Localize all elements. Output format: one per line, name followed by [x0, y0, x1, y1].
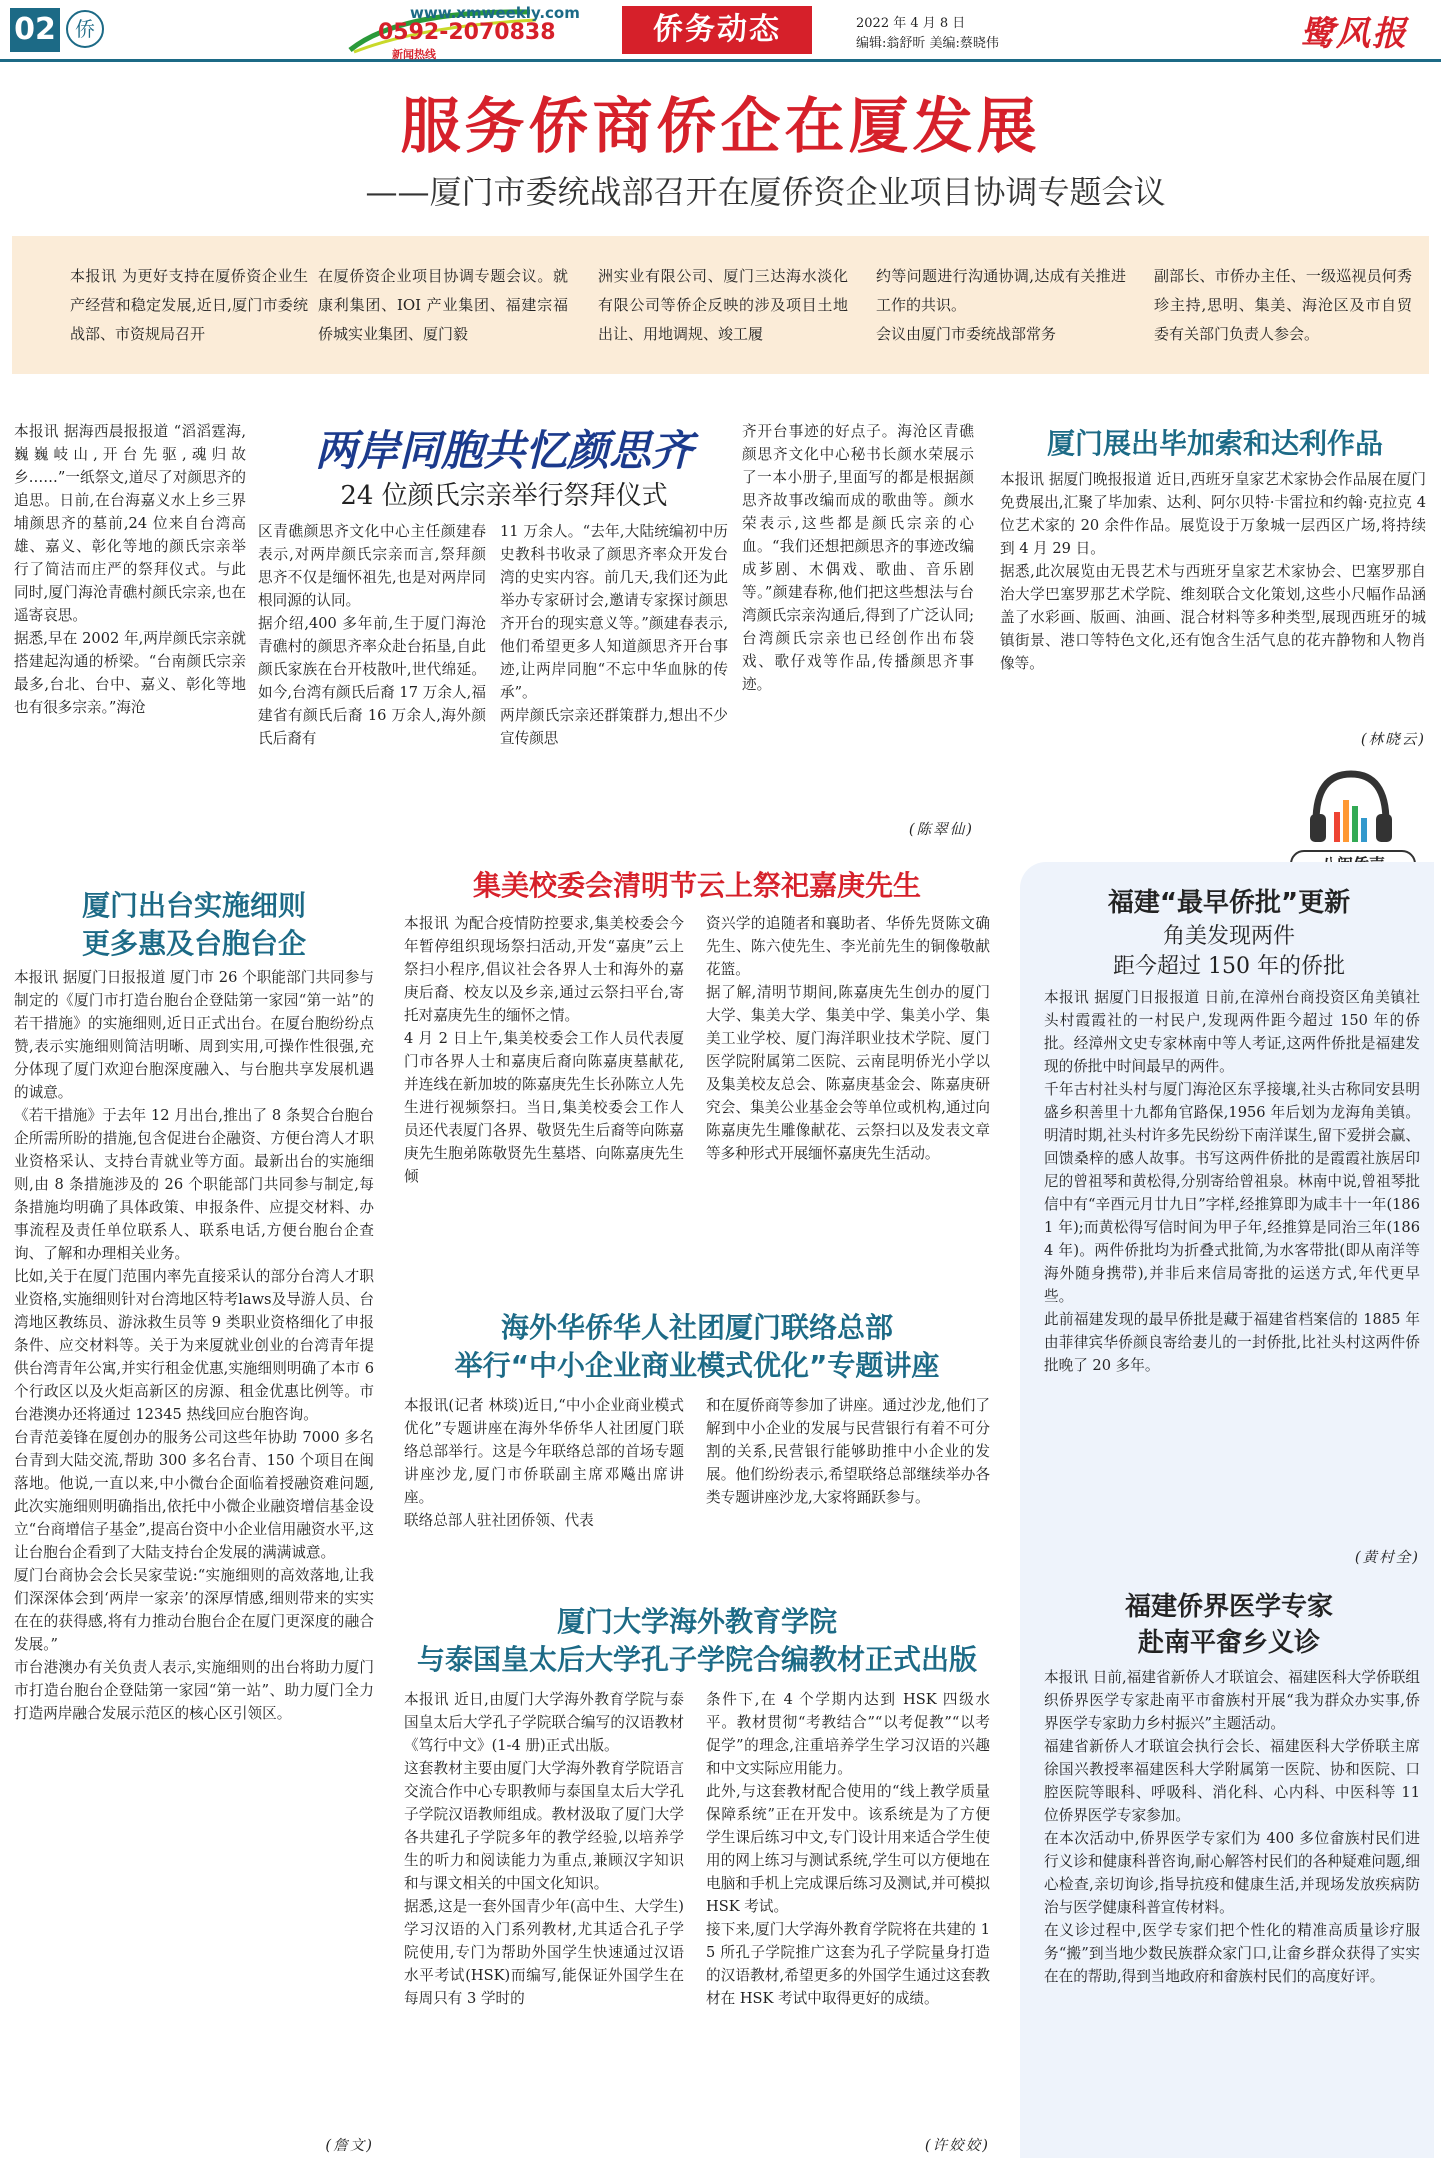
doctors-text: 本报讯 日前,福建省新侨人才联谊会、福建医科大学侨联组织侨界医学专家赴南平市畲族村开展“我为群众办实事,侨界医学专家助力乡村振兴”主题活动。 福建省新侨人才联谊会执行会长、福建医科大学侨联主席徐国兴教授率福建医科大学附属第一医院、协和医院、口腔医院等眼科、呼吸科、消化科、心内科、中医科等 11 位侨界医学专家参加。 在本次活动中,侨界医学专家们为 400 多位畲族村民们进行义诊和健康科普咨询,耐心解答村民们的各种疑难问题,细心检查,亲切询诊,指导抗疫和健康生活,并现场发放疾病防治与医学健康科普宣传材料。 在义诊过程中,医学专家们把个性化的精准高质量诊疗服务“搬”到当地少数民族群众家门口,让畲乡群众获得了实实在在的帮助,得到当地政府和畲族村民们的高度好评。	[1044, 1669, 1420, 1985]
xmu-title-1: 厦门大学海外教育学院	[556, 1605, 837, 1638]
lead-headline: 服务侨商侨企在厦发展	[400, 92, 1041, 162]
page-header	[0, 0, 1441, 62]
overseas-title-1: 海外华侨华人社团厦门联络总部	[500, 1311, 893, 1344]
overseas-col-1: 本报讯(记者 林琰)近日,“中小企业商业模式优化”专题讲座在海外华侨华人社团厦门联络总部举行。这是今年联络总部的首场专题讲座沙龙,厦门市侨联副主席邓飚出席讲座。 联络总部人驻社团侨领、代表	[404, 1397, 684, 1529]
xmu-col-2: 条件下,在 4 个学期内达到 HSK 四级水平。教材贯彻“考教结合”“以考促教”“以考促学”的理念,注重培养学生学习汉语的兴趣和中文实际应用能力。 此外,与这套教材配合使用的“线上教学质量保障系统”正在开发中。该系统是为了方便学生课后练习中文,专门设计用来适合学生使用的网上练习与测试系统,学生可以方便地在电脑和手机上完成课后练习及测试,并可模拟 HSK 考试。 接下来,厦门大学海外教育学院将在共建的 15 所孔子学院推广这套为孔子学院量身打造的汉语教材,希望更多的外国学生通过这套教材在 HSK 考试中取得更好的成绩。	[706, 1691, 990, 2007]
picasso-text: 本报讯 据厦门晚报报道 近日,西班牙皇家艺术家协会作品展在厦门免费展出,汇聚了毕加索、达利、阿尔贝特·卡雷拉和约翰·克拉克 4 位艺术家的 20 余件作品。展览设于万象城一层西区广场,将持续到 4 月 29 日。 据悉,此次展览由无畏艺术与西班牙皇家艺术家协会、巴塞罗那自治大学巴塞罗那艺术学院、维刻联合文化策划,这些小尺幅作品涵盖了水彩画、版画、油画、混合材料等多种类型,展现西班牙的城镇街景、港口等特色文化,还有饱含生活气息的花卉静物和人物肖像等。	[1000, 471, 1426, 672]
page-badge: 侨	[66, 10, 104, 48]
jimei-col-1: 本报讯 为配合疫情防控要求,集美校委会今年暂停组织现场祭扫活动,开发“嘉庚”云上祭扫小程序,倡议社会各界人士和海外的嘉庚后裔、校友以及乡亲,通过云祭扫平台,寄托对嘉庚先生的缅怀之情。 4 月 2 日上午,集美校委会工作人员代表厦门市各界人士和嘉庚后裔向陈嘉庚墓献花,并连线在新加坡的陈嘉庚先生长孙陈立人先生进行视频祭扫。当日,集美校委会工作人员还代表厦门各界、敬贤先生后裔等向陈嘉庚先生胞弟陈敬贤先生墓塔、向陈嘉庚先生倾	[404, 915, 684, 1185]
lead-box	[12, 236, 1429, 374]
lead-col-3: 洲实业有限公司、厦门三达海水淡化有限公司等侨企反映的涉及项目土地出让、用地调规、竣工履	[598, 267, 848, 343]
overseas-col-2: 和在厦侨商等参加了讲座。通过沙龙,他们了解到中小企业的发展与民营银行有着不可分割的关系,民营银行能够助推中小企业的发展。他们纷纷表示,希望联络总部继续举办各类专题讲座沙龙,大家将踊跃参与。	[706, 1397, 990, 1506]
hotline-phone: 0592-2070838	[378, 20, 556, 45]
jimei-col-2: 资兴学的追随者和襄助者、华侨先贤陈文确先生、陈六使先生、李光前先生的铜像敬献花篮。 据了解,清明节期间,陈嘉庚先生创办的厦门大学、集美大学、集美中学、集美小学、集美工业学校、厦门海洋职业技术学院、厦门医学院附属第二医院、云南昆明侨光小学以及集美校友总会、陈嘉庚基金会、陈嘉庚研究会、集美公业基金会等单位或机构,通过向陈嘉庚先生雕像献花、云祭扫以及发表文章等多种形式开展缅怀嘉庚先生活动。	[706, 915, 990, 1162]
lead-col-5: 副部长、市侨办主任、一级巡视员何秀珍主持,思明、集美、海沧区及市自贸委有关部门负责人参会。	[1154, 267, 1412, 343]
qiaopi-title-1: 福建“最早侨批”更新	[1107, 888, 1351, 918]
website: www.xmweekly.com	[410, 4, 580, 22]
taiwan-title-1: 厦门出台实施细则	[81, 889, 306, 922]
taiwan-title-2: 更多惠及台胞台企	[81, 927, 306, 960]
paper-logo: 鹭风报	[1300, 14, 1408, 54]
qiaopi-text: 本报讯 据厦门日报报道 日前,在漳州台商投资区角美镇社头村霞霞社的一村民户,发现两件距今超过 150 年的侨批。经漳州文史专家林南中等人考证,这两件侨批是福建发现的侨批中时间最早的两件。 千年古村社头村与厦门海沧区东孚接壤,社头古称同安县明盛乡积善里十九都角官路保,1956 年后划为龙海角美镇。明清时期,社头村许多先民纷纷下南洋谋生,留下爱拼会赢、回馈桑梓的感人故事。书写这两件侨批的是霞霞社族居印尼的曾祖琴和黄松得,分别寄给曾祖泉。林南中说,曾祖琴批信中有“辛酉元月廿九日”字样,经推算即为咸丰十一年(1861 年);而黄松得写信时间为甲子年,经推算是同治三年(1864 年)。两件侨批均为折叠式批简,为水客带批(即从南洋等海外随身携带),并非后来信局寄批的运送方式,年代更早些。 此前福建发现的最早侨批是藏于福建省档案信的 1885 年由菲律宾华侨颜良寄给妻儿的一封侨批,比社头村这两件侨批晚了 20 多年。	[1044, 989, 1420, 1374]
picasso-title: 厦门展出毕加索和达利作品	[1046, 427, 1383, 460]
jimei-title: 集美校委会清明节云上祭祀嘉庚先生	[472, 869, 921, 902]
picasso-signature: (林晓云)	[1360, 731, 1426, 748]
xmu-col-1: 本报讯 近日,由厦门大学海外教育学院与泰国皇太后大学孔子学院联合编写的汉语教材《笃行中文》(1-4 册)正式出版。 这套教材主要由厦门大学海外教育学院语言交流合作中心专职教师与泰国皇太后大学孔子学院汉语教师组成。教材汲取了厦门大学各共建孔子学院多年的教学经验,以培养学生的听力和阅读能力为重点,兼顾汉字知识和与课文相关的中国文化知识。 据悉,这是一套外国青少年(高中生、大学生)学习汉语的入门系列教材,尤其适合孔子学院使用,专门为帮助外国学生快速通过汉语水平考试(HSK)而编写,能保证外国学生在每周只有 3 学时的	[404, 1691, 684, 2007]
lead-col-1: 本报讯 为更好支持在厦侨资企业生产经营和稳定发展,近日,厦门市委统战部、市资规局召开	[70, 267, 308, 343]
yan-col-3: 11 万余人。“去年,大陆统编初中历史教科书收录了颜思齐率众开发台湾的史实内容。前几天,我们还为此举办专家研讨会,邀请专家探讨颜思齐开台的现实意义等。”颜建春表示,他们希望更多人知道颜思齐开台事迹,让两岸同胞“不忘中华血脉的传承”。 两岸颜氏宗亲还群策群力,想出不少宣传颜思	[500, 523, 728, 747]
qiaopi-title-3: 距今超过 150 年的侨批	[1113, 954, 1345, 979]
yan-signature: (陈翠仙)	[908, 821, 974, 838]
qiaopi-signature: (黄村全)	[1354, 1549, 1420, 1566]
yan-subtitle: 24 位颜氏宗亲举行祭拜仪式	[340, 481, 668, 511]
doctors-title-1: 福建侨界医学专家	[1124, 1592, 1333, 1622]
qiaopi-title-2: 角美发现两件	[1162, 924, 1295, 949]
issue-date: 2022 年 4 月 8 日	[856, 16, 966, 31]
lead-col-2: 在厦侨资企业项目协调专题会议。就康利集团、IOI 产业集团、福建宗福侨城实业集团、厦门毅	[318, 267, 568, 343]
taiwan-signature: (詹文)	[325, 2137, 374, 2154]
yan-col-2: 区青礁颜思齐文化中心主任颜建春表示,对两岸颜氏宗亲而言,祭拜颜思齐不仅是缅怀祖先,也是对两岸同根同源的认同。 据介绍,400 多年前,生于厦门海沧青礁村的颜思齐率众赴台拓垦,自此颜氏家族在台开枝散叶,世代绵延。如今,台湾有颜氏后裔 17 万余人,福建省有颜氏后裔 16 万余人,海外颜氏后裔有	[258, 523, 486, 747]
xmu-title-2: 与泰国皇太后大学孔子学院合编教材正式出版	[416, 1643, 977, 1676]
page-number: 02	[10, 8, 60, 52]
hotline-label: 新闻热线	[392, 48, 436, 61]
xmu-signature: (许姣姣)	[924, 2137, 990, 2154]
lead-col-4: 约等问题进行沟通协调,达成有关推进工作的共识。 会议由厦门市委统战部常务	[876, 267, 1126, 343]
lead-subtitle: ——厦门市委统战部召开在厦侨资企业项目协调专题会议	[365, 173, 1166, 211]
overseas-title-2: 举行“中小企业商业模式优化”专题讲座	[454, 1349, 940, 1382]
editors: 编辑:翁舒昕 美编:蔡晓伟	[856, 36, 999, 51]
taiwan-text: 本报讯 据厦门日报报道 厦门市 26 个职能部门共同参与制定的《厦门市打造台胞台企登陆第一家园“第一站”的若干措施》的实施细则,近日正式出台。在厦台胞纷纷点赞,表示实施细则简洁明晰、周到实用,可操作性很强,充分体现了厦门欢迎台胞深度融入、与台胞共享发展机遇的诚意。 《若干措施》于去年 12 月出台,推出了 8 条契合台胞台企所需所盼的措施,包含促进台企融资、方便台湾人才职业资格采认、支持台青就业等方面。最新出台的实施细则,由 8 条措施涉及的 26 个职能部门共同参与制定,每条措施均明确了具体政策、申报条件、应提交材料、办事流程及责任单位联系人、联系电话,方便台胞台企查询、了解和办理相关业务。 比如,关于在厦门范围内率先直接采认的部分台湾人才职业资格,实施细则针对台湾地区特考laws及导游人员、台湾地区教练员、游泳救生员等 9 类职业资格细化了申报条件、应交材料等。关于为来厦就业创业的台湾青年提供台湾青年公寓,并实行租金优惠,实施细则明确了本市 6 个行政区以及火炬高新区的房源、租金优惠比例等。市台港澳办还将通过 12345 热线回应台胞咨询。 台青范姜锋在厦创办的服务公司这些年协助 7000 多名台青到大陆交流,帮助 300 多名台青、150 个项目在闽落地。他说,一直以来,中小微台企面临着授融资难问题,此次实施细则明确指出,依托中小微企业融资增信基金设立“台商增信子基金”,提高台资中小企业信用融资水平,这让台胞台企看到了大陆支持台企发展的满满诚意。 厦门台商协会会长吴家莹说:“实施细则的高效落地,让我们深深体会到‘两岸一家亲’的深厚情感,细则带来的实实在在的获得感,将有力推动台胞台企在厦门更深度的融合发展。” 市台港澳办有关负责人表示,实施细则的出台将助力厦门市打造台胞台企登陆第一家园“第一站”、助力厦门全力打造两岸融合发展示范区的核心区引领区。	[14, 969, 374, 1722]
section-title: 侨务动态	[622, 6, 812, 54]
yan-col-4: 齐开台事迹的好点子。海沧区青礁颜思齐文化中心秘书长颜水荣展示了一本小册子,里面写的都是根据颜思齐故事改编而成的歌曲等。颜水荣表示,这些都是颜氏宗亲的心血。“我们还想把颜思齐的事迹改编成芗剧、木偶戏、歌曲、音乐剧等。”颜建春称,他们把这些想法与台湾颜氏宗亲沟通后,得到了广泛认同;台湾颜氏宗亲也已经创作出布袋戏、歌仔戏等作品,传播颜思齐事迹。	[742, 423, 974, 693]
headphone-icon	[1306, 762, 1396, 848]
yan-col-1: 本报讯 据海西晨报报道 “滔滔霆海,巍巍岐山,开台先驱,魂归故乡……”一纸祭文,道尽了对颜思齐的追思。日前,在台海嘉义水上乡三界埔颜思齐的墓前,24 位来自台湾高雄、嘉义、彰化等地的颜氏宗亲举行了简洁而庄严的祭拜仪式。与此同时,厦门海沧青礁村颜氏宗亲,也在遥寄哀思。 据悉,早在 2002 年,两岸颜氏宗亲就搭建起沟通的桥梁。“台南颜氏宗亲最多,台北、台中、嘉义、彰化等地也有很多宗亲。”海沧	[14, 423, 246, 716]
yan-title: 两岸同胞共忆颜思齐	[314, 426, 693, 475]
doctors-title-2: 赴南平畲乡义诊	[1137, 1628, 1320, 1658]
